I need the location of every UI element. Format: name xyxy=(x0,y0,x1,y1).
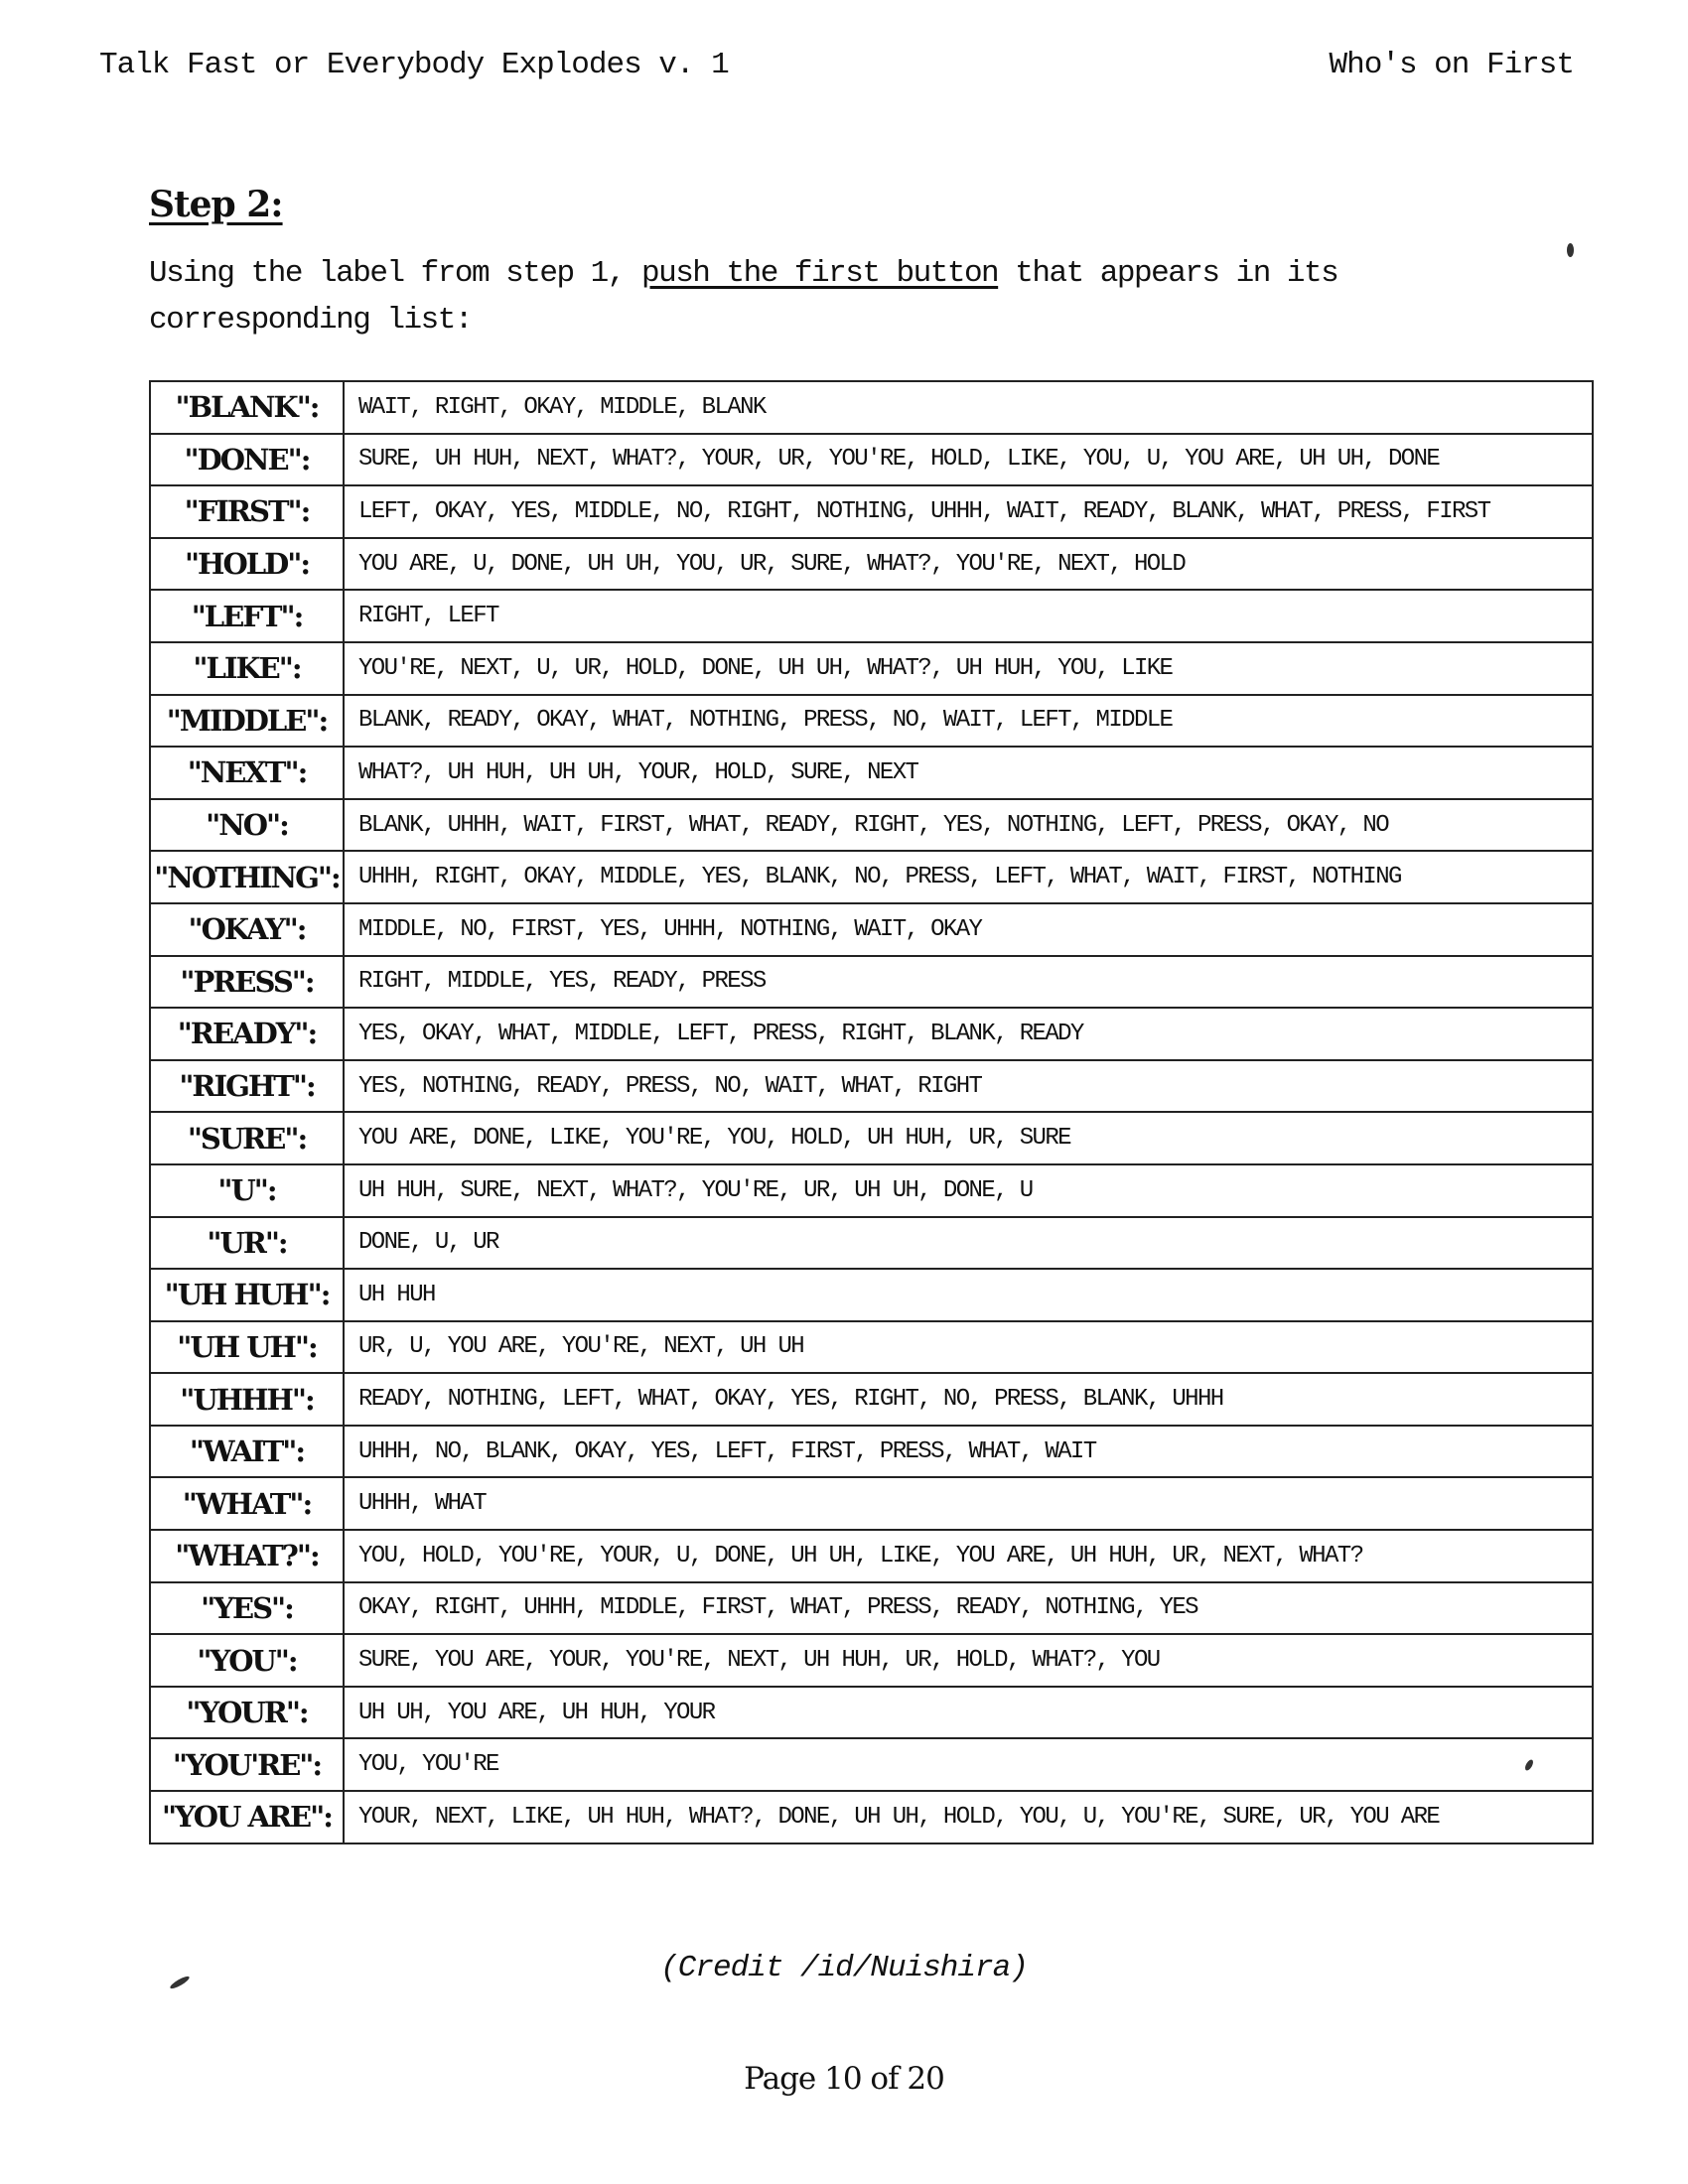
row-word-list: UR, U, YOU ARE, YOU'RE, NEXT, UH UH xyxy=(344,1321,1593,1374)
table-row xyxy=(150,538,1593,591)
table-row xyxy=(150,1477,1593,1530)
row-word-list: OKAY, RIGHT, UHHH, MIDDLE, FIRST, WHAT, PRESS, READY, NOTHING, YES xyxy=(344,1582,1593,1635)
credit-line: (Credit /id/Nuishira) xyxy=(660,1951,1028,1985)
row-label: "NO": xyxy=(150,799,344,852)
row-word-list: UHHH, NO, BLANK, OKAY, YES, LEFT, FIRST, PRESS, WHAT, WAIT xyxy=(344,1426,1593,1478)
row-word-list: YOU ARE, U, DONE, UH UH, YOU, UR, SURE, WHAT?, YOU'RE, NEXT, HOLD xyxy=(344,538,1593,591)
table-row xyxy=(150,1791,1593,1843)
row-label: "WHAT?": xyxy=(150,1530,344,1582)
row-word-list: LEFT, OKAY, YES, MIDDLE, NO, RIGHT, NOTHING, UHHH, WAIT, READY, BLANK, WHAT, PRESS, FIRST xyxy=(344,485,1593,538)
instructions xyxy=(149,250,1440,343)
row-word-list: YOU ARE, DONE, LIKE, YOU'RE, YOU, HOLD, UH HUH, UR, SURE xyxy=(344,1112,1593,1164)
table-row xyxy=(150,1164,1593,1217)
row-word-list: YOU, YOU'RE xyxy=(344,1738,1593,1791)
table-row xyxy=(150,747,1593,799)
row-word-list: YOU'RE, NEXT, U, UR, HOLD, DONE, UH UH, WHAT?, UH HUH, YOU, LIKE xyxy=(344,642,1593,695)
row-label: "PRESS": xyxy=(150,956,344,1009)
table-row xyxy=(150,1112,1593,1164)
label-lookup-table xyxy=(149,380,1594,1844)
row-label: "WAIT": xyxy=(150,1426,344,1478)
table-row xyxy=(150,1060,1593,1113)
table-row xyxy=(150,903,1593,956)
row-label: "SURE": xyxy=(150,1112,344,1164)
module-title: Who's on First xyxy=(1329,48,1574,82)
row-label: "YOU ARE": xyxy=(150,1791,344,1843)
row-label: "UR": xyxy=(150,1217,344,1270)
table-row xyxy=(150,434,1593,486)
row-word-list: DONE, U, UR xyxy=(344,1217,1593,1270)
row-word-list: WAIT, RIGHT, OKAY, MIDDLE, BLANK xyxy=(344,381,1593,434)
table-row xyxy=(150,1634,1593,1687)
row-word-list: BLANK, READY, OKAY, WHAT, NOTHING, PRESS, NO, WAIT, LEFT, MIDDLE xyxy=(344,695,1593,748)
table-row xyxy=(150,851,1593,903)
row-word-list: WHAT?, UH HUH, UH UH, YOUR, HOLD, SURE, NEXT xyxy=(344,747,1593,799)
instructions-emphasis: push the first button xyxy=(641,256,999,291)
row-label: "YOU": xyxy=(150,1634,344,1687)
row-word-list: YOU, HOLD, YOU'RE, YOUR, U, DONE, UH UH, LIKE, YOU ARE, UH HUH, UR, NEXT, WHAT? xyxy=(344,1530,1593,1582)
row-word-list: UH UH, YOU ARE, UH HUH, YOUR xyxy=(344,1687,1593,1739)
row-word-list: UH HUH, SURE, NEXT, WHAT?, YOU'RE, UR, UH UH, DONE, U xyxy=(344,1164,1593,1217)
instructions-text-start: Using the label from step 1, xyxy=(149,256,641,291)
row-label: "LIKE": xyxy=(150,642,344,695)
row-word-list: RIGHT, LEFT xyxy=(344,590,1593,642)
row-label: "OKAY": xyxy=(150,903,344,956)
table-row xyxy=(150,1008,1593,1060)
table-row xyxy=(150,590,1593,642)
row-label: "U": xyxy=(150,1164,344,1217)
row-word-list: UH HUH xyxy=(344,1269,1593,1321)
row-word-list: MIDDLE, NO, FIRST, YES, UHHH, NOTHING, WAIT, OKAY xyxy=(344,903,1593,956)
table-row xyxy=(150,1217,1593,1270)
instructions-text-end: that appears in its corresponding list: xyxy=(149,256,1338,338)
row-label: "READY": xyxy=(150,1008,344,1060)
row-label: "NEXT": xyxy=(150,747,344,799)
row-word-list: BLANK, UHHH, WAIT, FIRST, WHAT, READY, RIGHT, YES, NOTHING, LEFT, PRESS, OKAY, NO xyxy=(344,799,1593,852)
row-word-list: UHHH, RIGHT, OKAY, MIDDLE, YES, BLANK, NO, PRESS, LEFT, WHAT, WAIT, FIRST, NOTHING xyxy=(344,851,1593,903)
table-row xyxy=(150,1738,1593,1791)
table-row xyxy=(150,381,1593,434)
table-row xyxy=(150,956,1593,1009)
row-word-list: YES, OKAY, WHAT, MIDDLE, LEFT, PRESS, RIGHT, BLANK, READY xyxy=(344,1008,1593,1060)
table-row xyxy=(150,1687,1593,1739)
row-word-list: YOUR, NEXT, LIKE, UH HUH, WHAT?, DONE, UH UH, HOLD, YOU, U, YOU'RE, SURE, UR, YOU ARE xyxy=(344,1791,1593,1843)
row-label: "YOUR": xyxy=(150,1687,344,1739)
row-label: "YES": xyxy=(150,1582,344,1635)
row-label: "LEFT": xyxy=(150,590,344,642)
row-label: "MIDDLE": xyxy=(150,695,344,748)
table-row xyxy=(150,799,1593,852)
row-label: "HOLD": xyxy=(150,538,344,591)
row-word-list: RIGHT, MIDDLE, YES, READY, PRESS xyxy=(344,956,1593,1009)
row-label: "YOU'RE": xyxy=(150,1738,344,1791)
table-row xyxy=(150,485,1593,538)
table-row xyxy=(150,1530,1593,1582)
row-word-list: YES, NOTHING, READY, PRESS, NO, WAIT, WHAT, RIGHT xyxy=(344,1060,1593,1113)
step-heading: Step 2: xyxy=(149,184,283,225)
table-row xyxy=(150,1269,1593,1321)
row-word-list: UHHH, WHAT xyxy=(344,1477,1593,1530)
row-label: "UH UH": xyxy=(150,1321,344,1374)
table-row xyxy=(150,1373,1593,1426)
row-label: "NOTHING": xyxy=(150,851,344,903)
manual-title: Talk Fast or Everybody Explodes v. 1 xyxy=(99,48,729,82)
row-label: "FIRST": xyxy=(150,485,344,538)
row-label: "DONE": xyxy=(150,434,344,486)
table-row xyxy=(150,1582,1593,1635)
row-label: "UHHH": xyxy=(150,1373,344,1426)
row-label: "BLANK": xyxy=(150,381,344,434)
table-row xyxy=(150,642,1593,695)
row-word-list: SURE, UH HUH, NEXT, WHAT?, YOUR, UR, YOU'RE, HOLD, LIKE, YOU, U, YOU ARE, UH UH, DONE xyxy=(344,434,1593,486)
row-label: "UH HUH": xyxy=(150,1269,344,1321)
ink-speck xyxy=(1567,243,1574,257)
table-row xyxy=(150,1321,1593,1374)
row-label: "RIGHT": xyxy=(150,1060,344,1113)
row-label: "WHAT": xyxy=(150,1477,344,1530)
table-row xyxy=(150,1426,1593,1478)
row-word-list: READY, NOTHING, LEFT, WHAT, OKAY, YES, RIGHT, NO, PRESS, BLANK, UHHH xyxy=(344,1373,1593,1426)
page-number: Page 10 of 20 xyxy=(744,2061,944,2097)
row-word-list: SURE, YOU ARE, YOUR, YOU'RE, NEXT, UH HUH, UR, HOLD, WHAT?, YOU xyxy=(344,1634,1593,1687)
table-row xyxy=(150,695,1593,748)
